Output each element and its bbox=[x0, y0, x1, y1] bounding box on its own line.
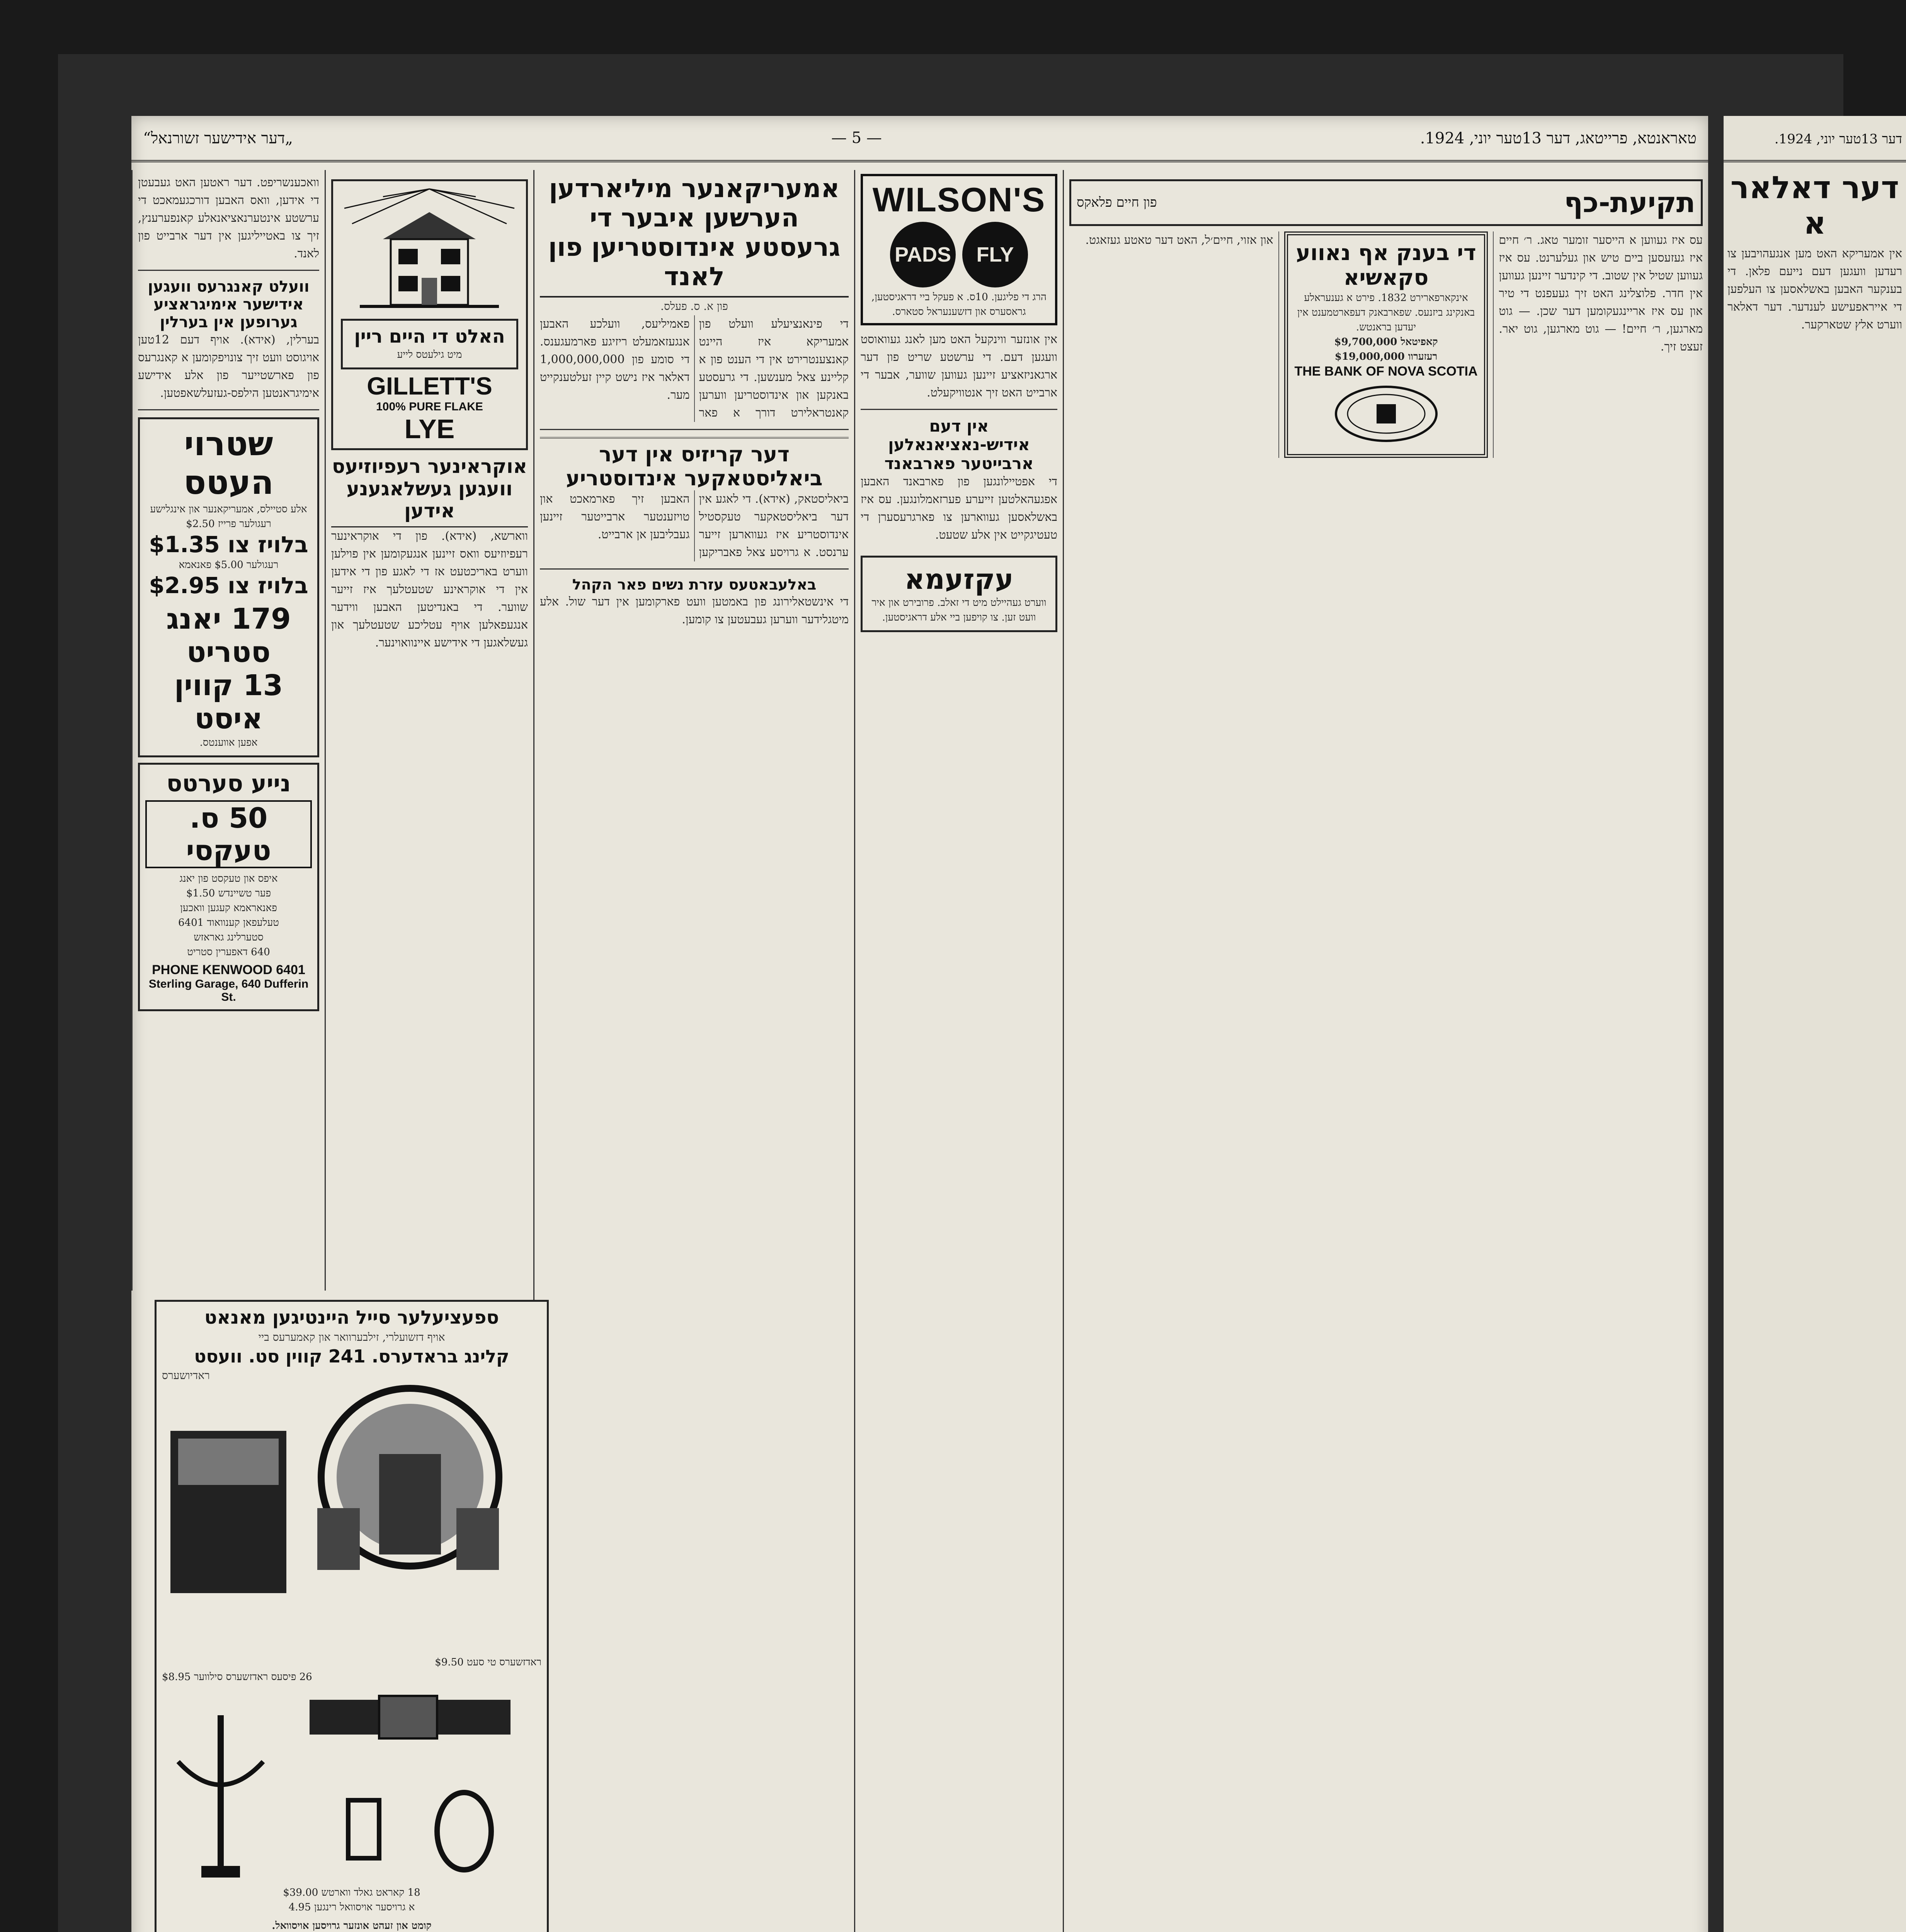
ad-line: פער טשיינדש $1.50 bbox=[186, 888, 271, 899]
lye-slogan-box bbox=[341, 319, 518, 369]
ad-store: קלינג בראדערס. 241 קווין סט. וועסט bbox=[194, 1346, 509, 1367]
ad-brand: ראדיושערס bbox=[162, 1369, 210, 1382]
ad-text: ווערט געהיילט מיט די זאלב. פרובירט און איר וועט זען. צו קויפען ביי אלע דראגיסטען. bbox=[871, 597, 1047, 623]
header-page-number: — 5 — bbox=[831, 129, 882, 147]
adjacent-headline: דער דאלאר bbox=[1730, 170, 1899, 206]
ad-text: הרג די פליגען. 10ס. א פעקל ביי דראגיסטען, גראסערס און דזשענעראל סטארס. bbox=[871, 291, 1047, 318]
ad-line: פאנאראמא קעגען וואכען bbox=[180, 902, 277, 914]
ad-price: 50 ס. טעקסי bbox=[145, 800, 312, 868]
column-2 bbox=[325, 170, 533, 1291]
story-text: און אזוי, חיים׳ל, האט דער טאטע געזאגט. bbox=[1085, 233, 1273, 247]
silverware-illustration bbox=[163, 1384, 541, 1655]
ad-sub: אויף דזשועלרי, זילבערוואר און קאמערעס ביי bbox=[258, 1331, 445, 1344]
adjacent-page bbox=[1724, 116, 1906, 1932]
ad-item: 26 פיסעס ראדזשערס סילווער $8.95 bbox=[162, 1671, 312, 1683]
ad-phone: PHONE KENWOOD 6401 bbox=[152, 963, 305, 977]
article-text: די פינאנציעלע וועלט פון אמעריקא איז היינט קאנצענטרירט אין די הענט פון א קליינע צאל מענשען. די גרעסטע באנקען און אינדוסטריען ווערען קאנטראלירט דורך א פאר פאמיליעס, וועלכע האבען אנגעזאמעלט ריזיגע פארמעגענס. די סומע פון 1,000,000,000 דאלאר איז נישט קיין זעלטענקייט מער. bbox=[540, 317, 849, 420]
header-date: טאראנטא, פרייטאג, דער 13טער יוני, 1924. bbox=[1420, 129, 1697, 147]
article-columns bbox=[540, 315, 849, 422]
article-headline: דער קריזיס אין דער ביאליסטאקער אינדוסטריע bbox=[540, 437, 849, 490]
watch-and-candelabra-illustration bbox=[163, 1684, 541, 1885]
story-title-box bbox=[1069, 179, 1703, 226]
adjacent-header: דער 13טער יוני, 1924. bbox=[1724, 116, 1906, 162]
ad-line: איפס און טעקסט פון יאנג bbox=[179, 873, 278, 884]
bank-text: אינקארפארירט 1832. פירט א גענעראלע באנקינג ביזנעס. שפארבאנק דעפארטמענט אין יעדען בראנטש. bbox=[1297, 292, 1475, 333]
bank-capital: קאפיטאל $9,700,000 bbox=[1334, 336, 1438, 348]
brand-product: LYE bbox=[404, 414, 455, 444]
story-text: עס איז געווען א הייסער זומער טאג. ר׳ חיים איז געזעסען ביים טיש און געלערנט. עס איז געווען שטיל אין שטוב. די קינדער זיינען געווען אין חדר. פלוצלינג האט זיך געעפנט די טיר און עס איז אריינגעקומען דער שכן. — גוט מארגען, ר׳ חיים! — גוט מארגען, גוט יאר. זעצט זיך. bbox=[1499, 233, 1703, 354]
ad-item: א גרויסער אויסוואל רינגען 4.95 bbox=[288, 1901, 415, 1913]
article-text: די אפטיילונגען פון פארבאנד האבען אפגעהאלטען זייערע פערזאמלונגען. עס איז באשלאסען געווארען צו פארגרעסערן די טעטיגקייט אין אלע שטעט. bbox=[861, 474, 1057, 542]
article-text: ווארשא, (אידא). פון די אוקראינער רעפיוזיעס וואס זיינען אנגעקומען אין פוילען ווערט באריכטעט אז די לאגע פון די אידען אין די אוקראינע שטעטלעך איז זייער שווער. די באנדיטען האבען ווידער אנגעפאלען אויף עטליכע שטעטלעך און געשלאגען די אידישע איינוואוינער. bbox=[331, 529, 528, 650]
newspaper-page bbox=[131, 116, 1708, 1932]
ad-address: Sterling Garage, 640 Dufferin St. bbox=[148, 978, 309, 1003]
ad-item: 18 קאראט גאלד ווארטש $39.00 bbox=[283, 1887, 420, 1899]
ad-line: 640 דאפערין סטריט bbox=[187, 946, 270, 958]
wilson-fly-pads-ad bbox=[861, 174, 1057, 325]
bank-reserve: רעזערוו $19,000,000 bbox=[1334, 350, 1438, 362]
ad-title: ספעציעלער סייל היינטיגען מאנאט bbox=[204, 1307, 499, 1328]
house-illustration bbox=[337, 185, 522, 316]
article-headline: אוקראינער רעפיוזיעס וועגען געשלאגענע אידען bbox=[331, 456, 528, 527]
article-columns bbox=[540, 490, 849, 561]
article-text: בערלין, (אידא). אויף דעם 12טען אויגוסט וועט זיך צונויפקומען א קאנגרעס פון פארשטייער פון אלע אידישע אימיגראנטען הילפס-געזעלשאפטען. bbox=[138, 333, 319, 400]
eczema-ad bbox=[861, 556, 1057, 632]
ad-address: 13 קווין איסט bbox=[174, 669, 283, 735]
column-3 bbox=[533, 170, 854, 1932]
header-masthead: „דער אידישער זשורנאל“ bbox=[143, 129, 293, 147]
article-text: אין אונזער ווינקעל האט מען לאנג געוואוסט וועגען דעם. די ערשטע שריט פון דער ארגאניזאציע זיינען געווען שווער, אבער די ארבייט האט זיך אנטוויקעלט. bbox=[861, 333, 1057, 400]
ad-slogan: האלט די היים ריין bbox=[354, 326, 505, 347]
ad-item: ראדזשערס טי סעט $9.50 bbox=[435, 1656, 541, 1668]
article-headline: וועלט קאנגרעס וועגען אידישער אימיגראציע גערופען אין בערלין bbox=[148, 278, 310, 331]
straw-hats-ad bbox=[138, 417, 319, 757]
ad-price: בלויז צו $2.95 bbox=[149, 572, 308, 599]
story-title: תקיעת-כף bbox=[1564, 186, 1695, 219]
taxi-ad bbox=[138, 763, 319, 1011]
story-columns bbox=[1069, 231, 1703, 458]
ad-slogan-sub: מיט גילעטס לייע bbox=[397, 349, 462, 361]
bank-seal-icon bbox=[1328, 383, 1444, 445]
ad-footer: קומט און זעהט אונזער גרויסען אויסוואל. bbox=[272, 1920, 432, 1932]
ad-title: נייע סערטס bbox=[166, 770, 291, 797]
pads-badge: PADS bbox=[890, 222, 956, 287]
notice-headline: באלעבאטעס עזרת נשים פאר הקהל bbox=[572, 576, 817, 593]
page-header bbox=[131, 116, 1708, 162]
ad-title: עקזעמא bbox=[904, 563, 1014, 595]
column-5 bbox=[1063, 170, 1708, 1932]
adjacent-headline: א bbox=[1803, 205, 1826, 241]
ad-line: רעגולער פרייז $2.50 bbox=[186, 518, 271, 530]
ad-address: 179 יאנג סטריט bbox=[166, 602, 291, 669]
article-headline: אמעריקאנער מיליארדען הערשען איבער די גרעסטע אינדוסטריען פון לאנד bbox=[540, 174, 849, 298]
fly-badge: FLY bbox=[962, 222, 1028, 287]
story-byline: פון חיים פלאקס bbox=[1077, 195, 1157, 211]
article-text: וואכענשריפט. דער ראטען האט געבעטן די אידען, וואס האבען דורכגעמאכט די ערשטע אינטערנאציאנאלע קאנפערענץ, זיך צו באטייליגען אין דער ארבייט פון לאנד. bbox=[138, 176, 319, 260]
bank-title: די בענק אף נאווע סקאשיא bbox=[1296, 240, 1476, 291]
column-4 bbox=[854, 170, 1063, 1932]
brand-name: GILLETT'S bbox=[367, 372, 492, 400]
ad-price: בלויז צו $1.35 bbox=[149, 531, 308, 558]
adjacent-text: אין אמעריקא האט מען אנגעהויבען צו רעדען וועגען דעם נייעם פלאן. די בענקער האבען באשלאסען צו העלפען די אייראפעישע לענדער. דער דאלאר ווערט אלץ שטארקער. bbox=[1727, 247, 1902, 332]
brand-name: WILSON'S bbox=[872, 180, 1046, 219]
ad-line: סטערלינג גאראזש bbox=[194, 932, 264, 943]
jewelry-sale-ad bbox=[155, 1300, 549, 1932]
ad-hours: אפען אווענטס. bbox=[199, 737, 258, 748]
lye-ad bbox=[331, 179, 528, 450]
ad-line: רעגולער $5.00 פאנאמא bbox=[179, 559, 279, 571]
column-1 bbox=[131, 170, 325, 1291]
ad-line: אלע סטיילס, אמעריקאנער און אינגלישע bbox=[150, 503, 307, 515]
bank-ad bbox=[1284, 231, 1488, 458]
brand-sub: 100% PURE FLAKE bbox=[376, 400, 483, 413]
ad-title: שטרוי העטס bbox=[183, 425, 274, 502]
article-byline: פון א. ס. פעלס. bbox=[660, 299, 728, 313]
ad-line: טעלעפאן קענוואוד 6401 bbox=[178, 917, 279, 929]
notice-text: די אינשטאלירונג פון באמטען וועט פארקומען אין דער שול. אלע מיטגלידער ווערען געבעטען צו קומען. bbox=[540, 595, 849, 627]
article-text: ביאליסטאק, (אידא). די לאגע אין דער ביאליסטאקער טעקסטיל אינדוסטריע איז געווארען זייער ערנסט. א גרויסע צאל פאבריקען האבען זיך פארמאכט און טויזענטער ארבייטער זיינען געבליבען אן ארבייט. bbox=[540, 492, 849, 559]
bank-name: THE BANK OF NOVA SCOTIA bbox=[1294, 364, 1478, 379]
article-headline: אין דעם אידיש-נאציאנאלען ארבייטער פארבאנד bbox=[884, 417, 1034, 473]
